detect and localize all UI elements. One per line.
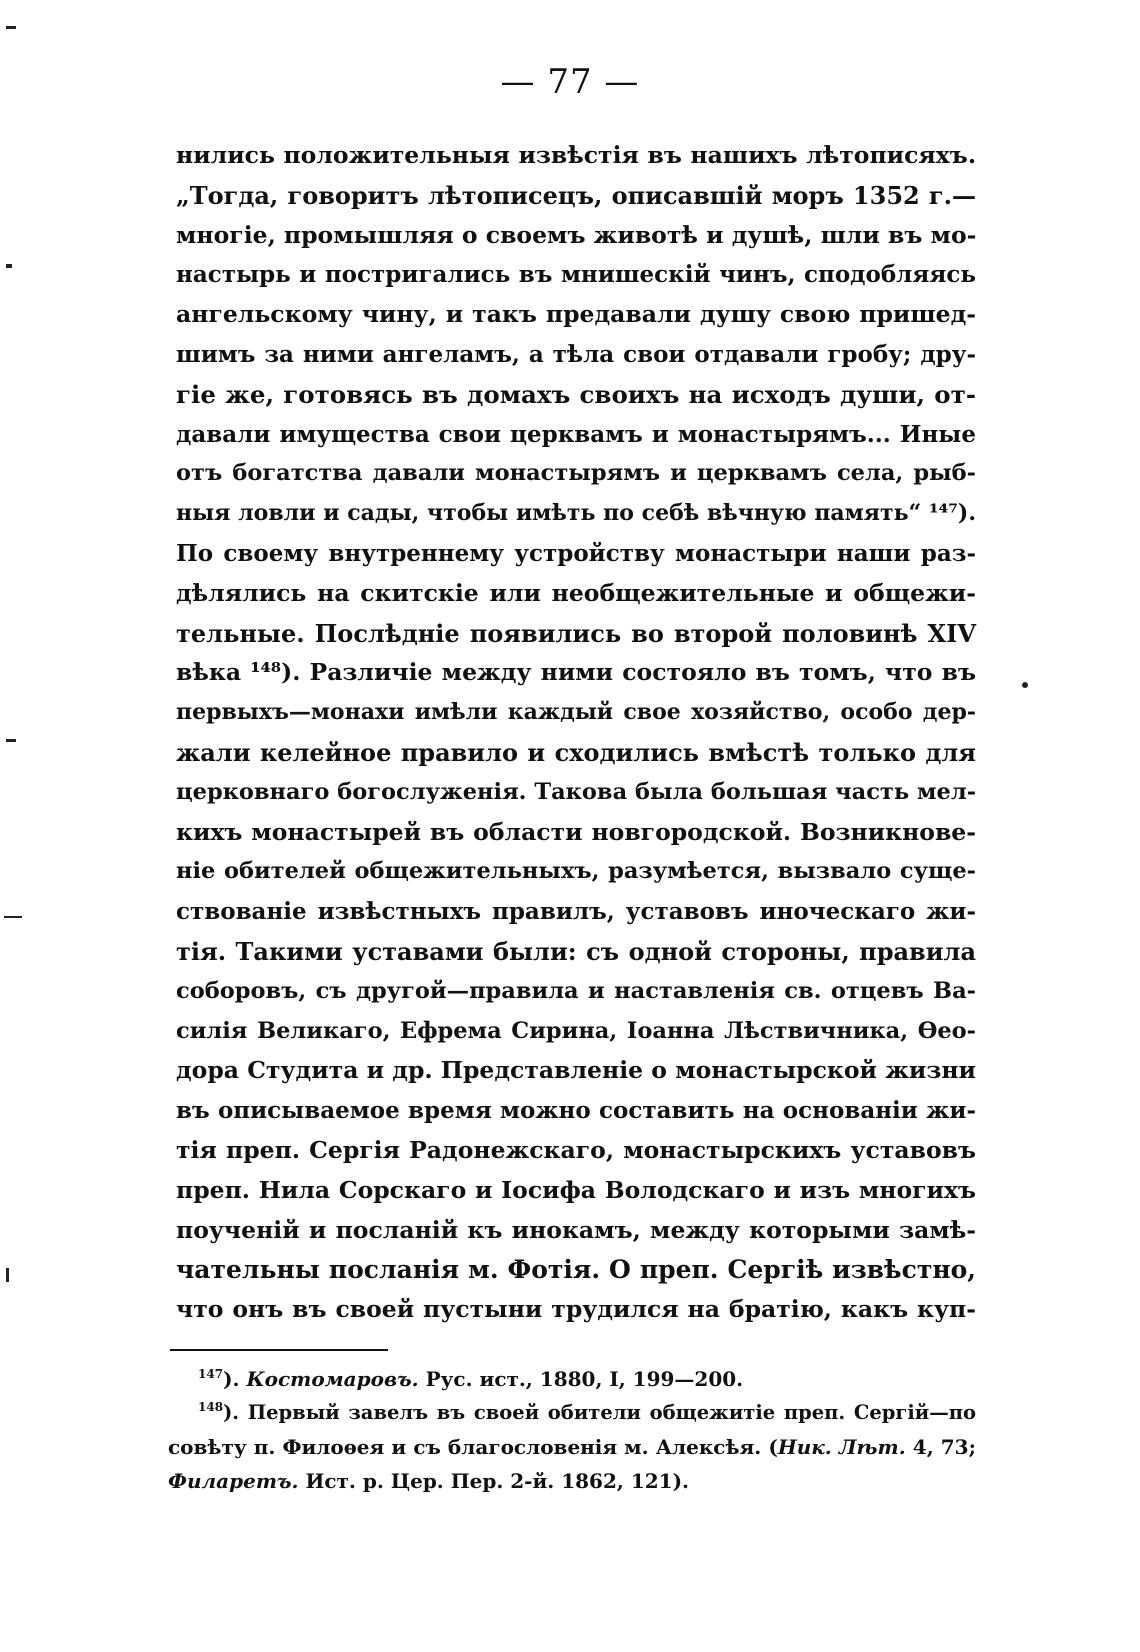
- page-number: — 77 —: [500, 62, 640, 102]
- text-line: „Тогда, говоритъ лѣтописецъ, описавшій моръ 1352 г.—: [176, 180, 976, 210]
- scan-speck: [1022, 682, 1028, 688]
- text-line: силія Великаго, Ефрема Сирина, Іоанна Лѣствичника, Ѳео-: [176, 1017, 976, 1044]
- scan-speck: [4, 916, 22, 918]
- footnote-author: Костомаровъ.: [246, 1367, 419, 1391]
- text-line: кихъ монастырей въ области новгородской. Возникнове-: [176, 817, 976, 846]
- footnote-148-end: [168, 1464, 976, 1498]
- footnote-text: Ист. р. Цер. Пер. 2-й. 1862, 121).: [298, 1469, 689, 1493]
- text-line: первыхъ—монахи имѣли каждый свое хозяйство, особо дер-: [176, 699, 976, 726]
- footnote-147: [168, 1362, 976, 1396]
- footnote-mark: 148: [198, 1400, 224, 1414]
- footnote-text: Рус. ист., 1880, I, 199—200.: [418, 1367, 744, 1391]
- scan-speck: [6, 264, 12, 268]
- text-line: тельные. Послѣдніе появились во второй половинѣ XIV: [176, 618, 976, 648]
- footnote-text: совѣту п. Филоѳея и съ благословенія м. Алексѣя. (: [168, 1435, 778, 1459]
- text-line: многіе, промышляя о своемъ животѣ и душѣ, шли въ мо-: [176, 220, 977, 249]
- footnote-148-cont: [168, 1430, 976, 1464]
- main-text: [176, 136, 976, 1330]
- text-line: въ описываемое время можно составить на основаніи жи-: [176, 1097, 976, 1125]
- footnote-source: Филаретъ.: [168, 1469, 299, 1493]
- text-line: настырь и постригались въ мнишескій чинъ, сподобляясь: [176, 261, 976, 289]
- text-line: гіе же, готовясь въ домахъ своихъ на исходъ души, от-: [176, 379, 976, 409]
- scan-speck: [6, 26, 16, 29]
- text-line: По своему внутреннему устройству монастыри наши раз-: [176, 539, 976, 567]
- footnote-paren: ).: [223, 1367, 247, 1391]
- text-line: ныя ловли и сады, чтобы имѣть по себѣ вѣчную память“ ¹⁴⁷).: [176, 500, 976, 527]
- footnote-separator: [170, 1349, 388, 1351]
- text-line: что онъ въ своей пустыни трудился на братію, какъ куп-: [176, 1295, 976, 1324]
- footnote-text: 4, 73;: [905, 1435, 976, 1459]
- text-line: церковнаго богослуженія. Такова была большая часть мел-: [176, 778, 977, 805]
- scan-speck: [6, 739, 16, 742]
- text-line: соборовъ, съ другой—правила и наставленія св. отцевъ Ва-: [176, 977, 976, 1004]
- text-line: отъ богатства давали монастырямъ и церквамъ села, рыб-: [176, 460, 976, 487]
- text-line: ніе обителей общежительныхъ, разумѣется, вызвало суще-: [176, 858, 976, 885]
- footnote-text: ). Первый завелъ въ своей обители общежитіе преп. Сергій—по: [223, 1401, 976, 1424]
- text-line: поученій и посланій къ инокамъ, между которыми замѣ-: [176, 1215, 976, 1244]
- scan-speck: [6, 1268, 9, 1282]
- text-line: чательны посланія м. Фотія. О преп. Сергіѣ извѣстно,: [176, 1255, 976, 1285]
- text-line: давали имущества свои церквамъ и монастырямъ... Иные: [176, 420, 976, 448]
- text-line: ствованіе извѣстныхъ правилъ, уставовъ иноческаго жи-: [176, 898, 976, 926]
- text-line: ангельскому чину, и такъ предавали душу свою пришед-: [176, 300, 976, 329]
- text-line: дѣлялись на скитскіе или необщежительные и общежи-: [176, 578, 976, 607]
- text-line: шимъ за ними ангеламъ, а тѣла свои отдавали гробу; дру-: [176, 340, 976, 368]
- text-line: тія преп. Сергія Радонежскаго, монастырскихъ уставовъ: [176, 1135, 976, 1164]
- text-line: дора Студита и др. Представленіе о монастырской жизни: [176, 1056, 976, 1085]
- text-line: вѣка ¹⁴⁸). Различіе между ними состояло въ томъ, что въ: [176, 658, 976, 687]
- footnote-source: Ник. Лѣт.: [777, 1435, 906, 1459]
- text-line: тія. Такими уставами были: съ одной стороны, правила: [176, 936, 976, 966]
- footnote-mark: 147: [198, 1367, 224, 1381]
- text-line: жали келейное правило и сходились вмѣстѣ только для: [176, 737, 976, 767]
- footnote-148: [168, 1396, 976, 1430]
- footnotes: [168, 1362, 976, 1498]
- text-line: нились положительныя извѣстія въ нашихъ лѣтописяхъ.: [176, 141, 976, 169]
- text-line: преп. Нила Сорскаго и Іосифа Володскаго и изъ многихъ: [176, 1175, 976, 1204]
